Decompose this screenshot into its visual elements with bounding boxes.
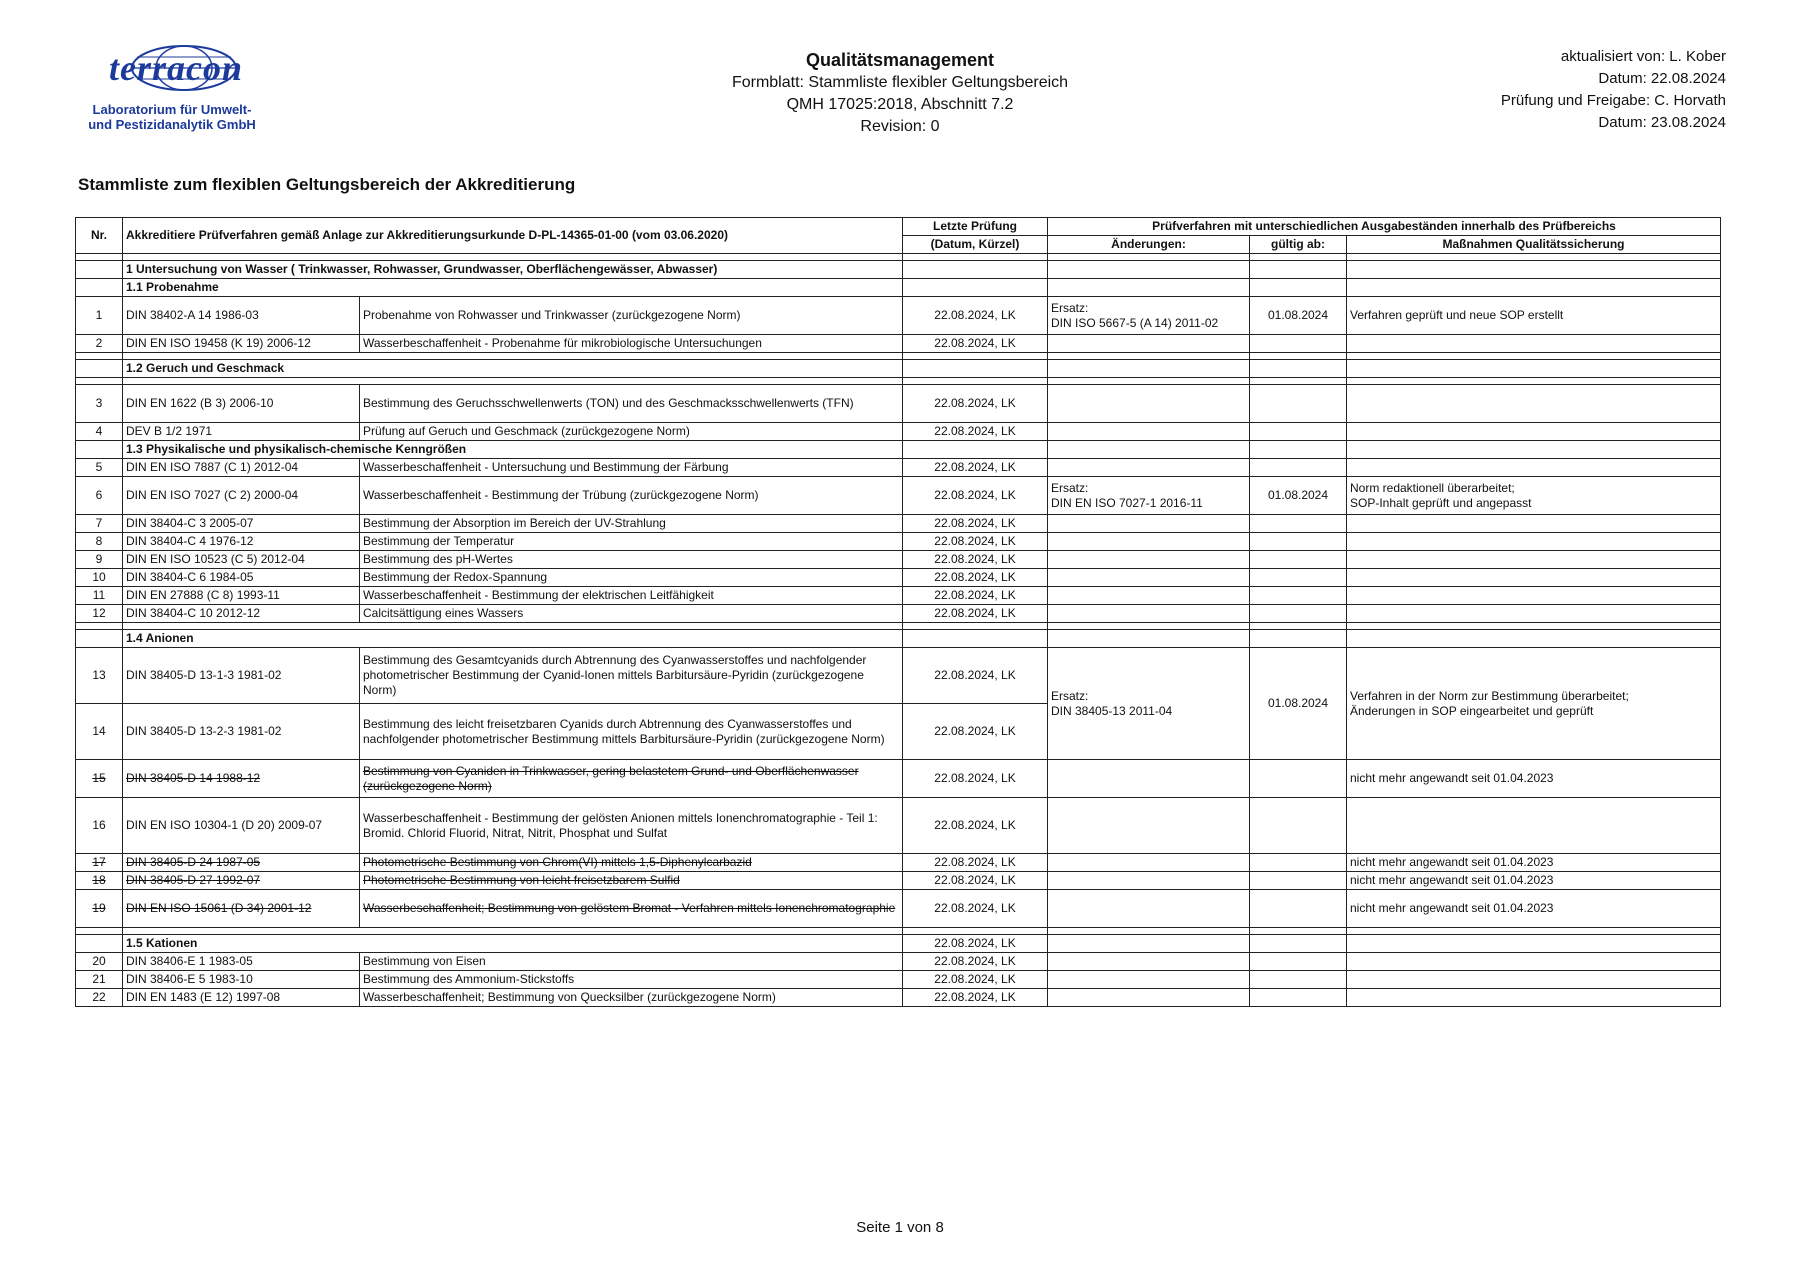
table-row (76, 477, 1721, 515)
row-norm: DIN 38405-D 13-2-3 1981-02 (123, 704, 360, 760)
row-norm: DIN EN ISO 10304-1 (D 20) 2009-07 (123, 798, 360, 854)
row-nr: 5 (76, 459, 123, 477)
row-nr: 20 (76, 953, 123, 971)
table-row (76, 423, 1721, 441)
table-row (76, 798, 1721, 854)
row-last-check: 22.08.2024, LK (903, 385, 1048, 423)
spacer-row (76, 928, 1721, 935)
row-measures-line2: Änderungen in SOP eingearbeitet und geprüft (1350, 703, 1594, 718)
row-nr: 13 (76, 648, 123, 704)
row-measures (1347, 648, 1721, 760)
row-changes-line1: Ersatz: (1051, 480, 1089, 495)
row-norm: DIN EN ISO 7027 (C 2) 2000-04 (123, 477, 360, 515)
row-last-check: 22.08.2024, LK (903, 335, 1048, 353)
row-nr: 14 (76, 704, 123, 760)
row-description: Bestimmung der Temperatur (360, 533, 903, 551)
row-last-check: 22.08.2024, LK (903, 605, 1048, 623)
row-measures: nicht mehr angewandt seit 01.04.2023 (1347, 854, 1721, 872)
logo-subtitle (72, 102, 272, 132)
row-last-check: 22.08.2024, LK (903, 989, 1048, 1007)
row-nr: 6 (76, 477, 123, 515)
row-description: Photometrische Bestimmung von leicht freisetzbarem Sulfid (360, 872, 903, 890)
row-description: Wasserbeschaffenheit; Bestimmung von Quecksilber (zurückgezogene Norm) (360, 989, 903, 1007)
section-1-3-title: 1.3 Physikalische und physikalisch-chemische Kenngrößen (123, 441, 903, 459)
row-description: Bestimmung der Absorption im Bereich der UV-Strahlung (360, 515, 903, 533)
row-description: Wasserbeschaffenheit; Bestimmung von gelöstem Bromat - Verfahren mittels Ionenchromatographie (360, 890, 903, 928)
row-description: Bestimmung von Cyaniden in Trinkwasser, gering belastetem Grund- und Oberflächenwasser (zurückgezogene Norm) (360, 760, 903, 798)
table-row (76, 459, 1721, 477)
row-valid-from: 01.08.2024 (1250, 648, 1347, 760)
row-changes-line1: Ersatz: (1051, 300, 1089, 315)
table-row (76, 335, 1721, 353)
row-measures-line2: SOP-Inhalt geprüft und angepasst (1350, 495, 1532, 510)
row-last-check: 22.08.2024, LK (903, 587, 1048, 605)
row-changes-line2: DIN EN ISO 7027-1 2016-11 (1051, 495, 1203, 510)
row-nr: 11 (76, 587, 123, 605)
table-row (76, 971, 1721, 989)
row-measures: nicht mehr angewandt seit 01.04.2023 (1347, 760, 1721, 798)
row-norm: DIN EN ISO 10523 (C 5) 2012-04 (123, 551, 360, 569)
document-header (600, 48, 1200, 138)
row-description: Wasserbeschaffenheit - Bestimmung der gelösten Anionen mittels Ionenchromatographie - Teil 1: Bromid. Chlorid Fluorid, Nitrat, Nitrit, Phosphat und Sulfat (360, 798, 903, 854)
row-valid-from: 01.08.2024 (1250, 477, 1347, 515)
row-norm: DIN EN 1483 (E 12) 1997-08 (123, 989, 360, 1007)
row-norm: DIN EN ISO 19458 (K 19) 2006-12 (123, 335, 360, 353)
row-nr: 3 (76, 385, 123, 423)
table-row (76, 760, 1721, 798)
header-last-check: Letzte Prüfung (903, 218, 1048, 236)
updated-by: aktualisiert von: L. Kober (1560, 48, 1726, 65)
section-1-5-title: 1.5 Kationen (123, 935, 903, 953)
header-valid-from: gültig ab: (1250, 236, 1347, 254)
row-norm: DIN 38405-D 13-1-3 1981-02 (123, 648, 360, 704)
table-row (76, 587, 1721, 605)
table-row (76, 872, 1721, 890)
revision-info (1366, 46, 1726, 134)
page-title: Stammliste zum flexiblen Geltungsbereich der Akkreditierung (78, 175, 576, 194)
row-norm: DIN 38404-C 4 1976-12 (123, 533, 360, 551)
table-row (76, 648, 1721, 704)
table-row (76, 569, 1721, 587)
spacer-row (76, 378, 1721, 385)
header-procedures: Akkreditiere Prüfverfahren gemäß Anlage zur Akkreditierungsurkunde D-PL-14365-01-00 (vom 03.06.2020) (123, 218, 903, 254)
row-nr: 7 (76, 515, 123, 533)
row-norm: DIN 38402-A 14 1986-03 (123, 297, 360, 335)
row-norm: DIN 38404-C 3 2005-07 (123, 515, 360, 533)
row-norm: DIN 38404-C 6 1984-05 (123, 569, 360, 587)
section-row (76, 279, 1721, 297)
row-norm: DIN EN ISO 7887 (C 1) 2012-04 (123, 459, 360, 477)
row-last-check: 22.08.2024, LK (903, 551, 1048, 569)
row-valid-from: 01.08.2024 (1250, 297, 1347, 335)
table-row (76, 551, 1721, 569)
section-row (76, 360, 1721, 378)
row-nr: 19 (76, 890, 123, 928)
section-row (76, 935, 1721, 953)
header-changes-group: Prüfverfahren mit unterschiedlichen Ausgabeständen innerhalb des Prüfbereichs (1048, 218, 1721, 236)
header-form-name: Formblatt: Stammliste flexibler Geltungsbereich (731, 74, 1069, 91)
row-changes-line2: DIN ISO 5667-5 (A 14) 2011-02 (1051, 315, 1219, 330)
section-1-4-title: 1.4 Anionen (123, 630, 903, 648)
row-last-check: 22.08.2024, LK (903, 648, 1048, 704)
header-title: Qualitätsmanagement (805, 50, 995, 70)
row-description: Bestimmung des Ammonium-Stickstoffs (360, 971, 903, 989)
row-norm: DIN 38406-E 5 1983-10 (123, 971, 360, 989)
header-revision: Revision: 0 (860, 118, 940, 135)
header-last-check-sub: (Datum, Kürzel) (903, 236, 1048, 254)
logo-subtitle-line2: und Pestizidanalytik GmbH (88, 117, 256, 132)
row-measures-line1: Norm redaktionell überarbeitet; (1350, 480, 1515, 495)
row-last-check: 22.08.2024, LK (903, 477, 1048, 515)
table-row (76, 605, 1721, 623)
row-nr: 15 (76, 760, 123, 798)
row-norm: DIN 38405-D 24 1987-05 (123, 854, 360, 872)
table-row (76, 854, 1721, 872)
row-changes (1048, 297, 1250, 335)
row-last-check: 22.08.2024, LK (903, 854, 1048, 872)
section-row (76, 441, 1721, 459)
row-description: Bestimmung des pH-Wertes (360, 551, 903, 569)
row-norm: DIN 38405-D 14 1988-12 (123, 760, 360, 798)
row-last-check: 22.08.2024, LK (903, 533, 1048, 551)
row-nr: 16 (76, 798, 123, 854)
row-last-check: 22.08.2024, LK (903, 423, 1048, 441)
logo-wordmark: terracon (109, 48, 243, 88)
row-norm: DIN EN ISO 15061 (D 34) 2001-12 (123, 890, 360, 928)
section-row (76, 630, 1721, 648)
accreditation-table (75, 217, 1721, 1007)
row-nr: 4 (76, 423, 123, 441)
table-row (76, 385, 1721, 423)
section-row (76, 261, 1721, 279)
row-description: Wasserbeschaffenheit - Bestimmung der Trübung (zurückgezogene Norm) (360, 477, 903, 515)
table-row (76, 953, 1721, 971)
header-qmh-reference: QMH 17025:2018, Abschnitt 7.2 (786, 96, 1014, 113)
row-nr: 18 (76, 872, 123, 890)
row-last-check: 22.08.2024, LK (903, 953, 1048, 971)
row-nr: 17 (76, 854, 123, 872)
row-description: Bestimmung von Eisen (360, 953, 903, 971)
row-changes (1048, 648, 1250, 760)
row-description: Photometrische Bestimmung von Chrom(VI) mittels 1,5-Diphenylcarbazid (360, 854, 903, 872)
updated-date: Datum: 22.08.2024 (1598, 70, 1726, 87)
row-measures (1347, 477, 1721, 515)
row-norm: DIN EN 27888 (C 8) 1993-11 (123, 587, 360, 605)
header-changes: Änderungen: (1048, 236, 1250, 254)
row-nr: 22 (76, 989, 123, 1007)
row-description: Probenahme von Rohwasser und Trinkwasser (zurückgezogene Norm) (360, 297, 903, 335)
row-measures: Verfahren geprüft und neue SOP erstellt (1347, 297, 1721, 335)
row-last-check: 22.08.2024, LK (903, 297, 1048, 335)
row-norm: DIN 38404-C 10 2012-12 (123, 605, 360, 623)
row-description: Bestimmung der Redox-Spannung (360, 569, 903, 587)
section-1-5-last-check: 22.08.2024, LK (903, 935, 1048, 953)
spacer-row (76, 254, 1721, 261)
row-norm: DIN EN 1622 (B 3) 2006-10 (123, 385, 360, 423)
row-last-check: 22.08.2024, LK (903, 760, 1048, 798)
approved-by: Prüfung und Freigabe: C. Horvath (1500, 92, 1726, 109)
row-last-check: 22.08.2024, LK (903, 971, 1048, 989)
table-header-row (76, 218, 1721, 236)
row-norm: DEV B 1/2 1971 (123, 423, 360, 441)
approved-date: Datum: 23.08.2024 (1598, 114, 1726, 131)
table-row (76, 533, 1721, 551)
row-measures: nicht mehr angewandt seit 01.04.2023 (1347, 890, 1721, 928)
row-description: Wasserbeschaffenheit - Untersuchung und Bestimmung der Färbung (360, 459, 903, 477)
row-description: Bestimmung des leicht freisetzbaren Cyanids durch Abtrennung des Cyanwasserstoffes und nachfolgender photometrischer Bestimmung mittels Barbitursäure-Pyridin (zurückgezogene Norm) (360, 704, 903, 760)
row-changes-line2: DIN 38405-13 2011-04 (1051, 703, 1173, 718)
section-1-2-title: 1.2 Geruch und Geschmack (123, 360, 903, 378)
spacer-row (76, 353, 1721, 360)
table-row (76, 890, 1721, 928)
header-measures: Maßnahmen Qualitätssicherung (1347, 236, 1721, 254)
row-nr: 10 (76, 569, 123, 587)
table-row (76, 515, 1721, 533)
row-nr: 2 (76, 335, 123, 353)
spacer-row (76, 623, 1721, 630)
row-description: Wasserbeschaffenheit - Bestimmung der elektrischen Leitfähigkeit (360, 587, 903, 605)
row-description: Prüfung auf Geruch und Geschmack (zurückgezogene Norm) (360, 423, 903, 441)
table-row (76, 989, 1721, 1007)
row-changes-line1: Ersatz: (1051, 688, 1089, 703)
row-last-check: 22.08.2024, LK (903, 704, 1048, 760)
company-logo (72, 44, 272, 144)
row-description: Bestimmung des Geruchsschwellenwerts (TON) und des Geschmacksschwellenwerts (TFN) (360, 385, 903, 423)
row-norm: DIN 38405-D 27 1992-07 (123, 872, 360, 890)
row-measures: nicht mehr angewandt seit 01.04.2023 (1347, 872, 1721, 890)
row-description: Calcitsättigung eines Wassers (360, 605, 903, 623)
row-nr: 21 (76, 971, 123, 989)
page-number: Seite 1 von 8 (856, 1219, 944, 1236)
row-measures-line1: Verfahren in der Norm zur Bestimmung überarbeitet; (1350, 688, 1629, 703)
row-changes (1048, 477, 1250, 515)
section-1-1-title: 1.1 Probenahme (123, 279, 903, 297)
row-nr: 12 (76, 605, 123, 623)
row-last-check: 22.08.2024, LK (903, 515, 1048, 533)
table-row (76, 297, 1721, 335)
row-last-check: 22.08.2024, LK (903, 459, 1048, 477)
row-last-check: 22.08.2024, LK (903, 872, 1048, 890)
row-last-check: 22.08.2024, LK (903, 798, 1048, 854)
row-norm: DIN 38406-E 1 1983-05 (123, 953, 360, 971)
row-description: Wasserbeschaffenheit - Probenahme für mikrobiologische Untersuchungen (360, 335, 903, 353)
section-1-title: 1 Untersuchung von Wasser ( Trinkwasser, Rohwasser, Grundwasser, Oberflächengewässer, Abwasser) (123, 261, 903, 279)
row-nr: 8 (76, 533, 123, 551)
header-nr: Nr. (76, 218, 123, 254)
row-nr: 1 (76, 297, 123, 335)
row-nr: 9 (76, 551, 123, 569)
row-last-check: 22.08.2024, LK (903, 569, 1048, 587)
logo-subtitle-line1: Laboratorium für Umwelt- (92, 102, 252, 117)
row-last-check: 22.08.2024, LK (903, 890, 1048, 928)
row-description: Bestimmung des Gesamtcyanids durch Abtrennung des Cyanwasserstoffes und nachfolgender photometrischer Bestimmung der Cyanid-Ionen mittels Barbitursäure-Pyridin (zurückgezogene Norm) (360, 648, 903, 704)
